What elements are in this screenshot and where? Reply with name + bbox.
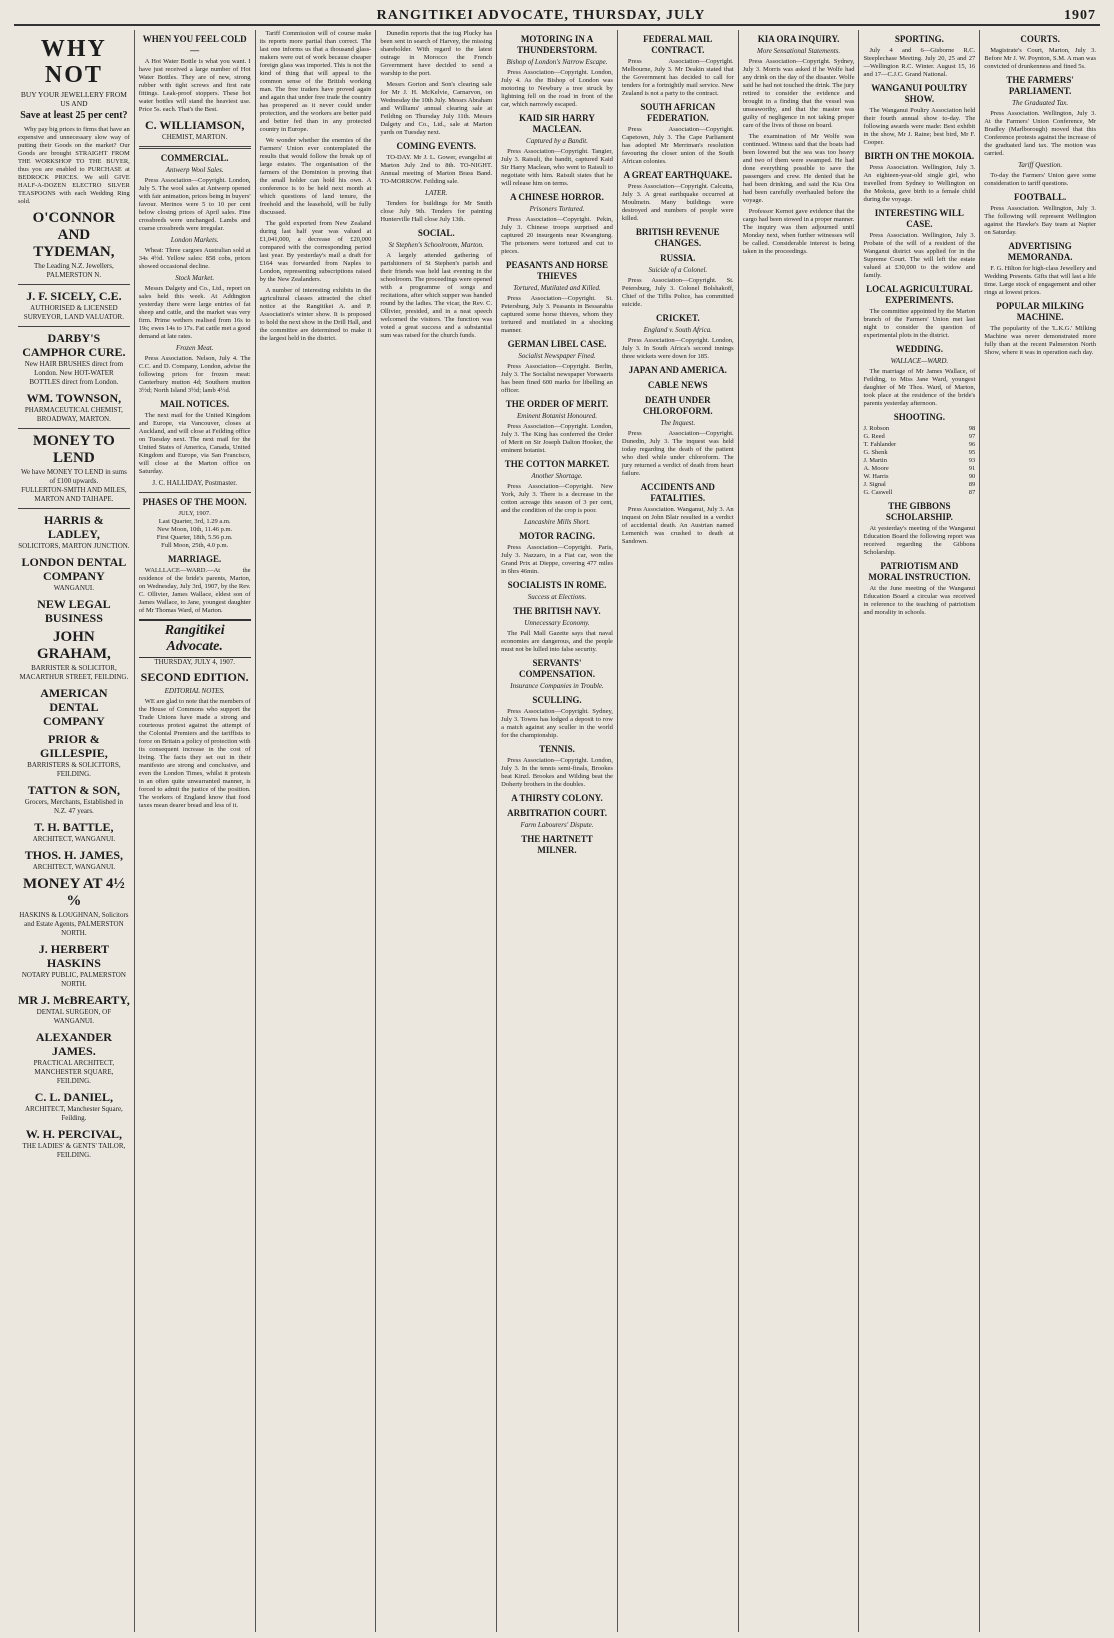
section-commercial: COMMERCIAL. [160, 153, 229, 163]
score-name: T. Fahlander [863, 441, 897, 448]
ad-darby-head: DARBY'S CAMPHOR CURE. [22, 331, 126, 359]
social-sub: St Stephen's Schoolroom, Marton. [388, 241, 484, 249]
ad-alexander-sub: PRACTICAL ARCHITECT, MANCHESTER SQUARE, FEILDING. [33, 1059, 115, 1085]
ad-alexander-head: ALEXANDER JAMES. [35, 1030, 112, 1058]
cable-body: Press Association—Copyright. Melbourne, July 3. Mr Deakin stated that the Government has decided to call for tenders for a fortnightly mail service. New Zealand is not a party to the contract. [621, 58, 734, 97]
cable-body: Press Association—Copyright. Calcutta, July 3. A great earthquake occurred at Moulmein. Many buildings were destroyed and numbers of people were killed. [621, 183, 734, 222]
advertising-heading: ADVERTISING MEMORANDA. [1007, 241, 1073, 262]
score-value: 95 [968, 449, 976, 456]
divider [139, 146, 251, 149]
phases-row: Last Quarter, 3rd, 1.29 a.m. [158, 518, 231, 525]
ad-money-head: MONEY TO LEND [32, 433, 115, 466]
phases-row: First Quarter, 18th, 5.56 p.m. [156, 534, 233, 541]
cable-body: The Pall Mall Gazette says that naval economies are dangerous, and the people must not be lulled into false security. [501, 630, 613, 653]
score-value: 90 [968, 473, 976, 480]
coming-events-heading: COMING EVENTS. [396, 141, 476, 151]
cable-body: Press Association. Wanganui, July 3. An inquest on John Blair resulted in a verdict of accidental death. An Austrian named Lemenich was crushed to death at Sandown. [621, 506, 734, 545]
masthead [14, 4, 1100, 26]
stock-heading: Stock Market. [175, 274, 215, 282]
score-name: G. Caswell [863, 489, 893, 496]
score-row [863, 433, 975, 441]
score-value: 96 [968, 441, 976, 448]
cable-heading: PEASANTS AND HORSE THIEVES [506, 260, 609, 281]
cable-heading: A GREAT EARTHQUAKE. [623, 170, 733, 180]
ad-daniel-sub: ARCHITECT, Manchester Square, Feilding. [24, 1105, 123, 1122]
cable-sub: Tortured, Mutilated and Killed. [513, 284, 601, 292]
ad-cold-head: WHEN YOU FEEL COLD — [142, 34, 247, 55]
cable-heading: SOCIALISTS IN ROME. [507, 580, 607, 590]
london-heading: London Markets. [170, 236, 219, 244]
cable-sub: Success at Elections. [527, 593, 587, 601]
cable-sub: Lancashire Mills Short. [523, 518, 591, 526]
cable-sub: Unnecessary Economy. [524, 619, 590, 627]
cable-sub: Socialist Newspaper Fined. [518, 352, 596, 360]
social-body: A largely attended gathering of parishioners of St Stephen's parish and their friends was held last evening in the schoolroom. The proceedings were opened with a programme of songs and recitations, after which supper was handed round by the ladies. The vicar, the Rev. C. Ollivier, presided, and in a neat speech welcomed the visitors. The function was voted a great success and a substantial sum was raised for the church funds. [380, 252, 493, 339]
ad-percival-head: W. H. PERCIVAL, [25, 1127, 123, 1141]
cable-heading: FEDERAL MAIL CONTRACT. [643, 34, 713, 55]
ad-money-four-head: MONEY AT 4½ % [22, 876, 125, 909]
cable-heading: BRITISH REVENUE CHANGES. [635, 227, 720, 248]
score-value: 87 [968, 489, 976, 496]
later-body: Tenders for buildings for Mr Smith close July 9th. Tenders for painting Hunterville Hall close July 13th. [380, 200, 493, 223]
cable-heading: CABLE NEWS [647, 380, 708, 390]
cable-heading: DEATH UNDER CHLOROFORM. [642, 395, 713, 416]
column-1 [14, 30, 135, 1632]
cable-body: Press Association—Copyright. Tangier, July 3. Raisuli, the bandit, captured Kaid Sir Harry Maclean, who went to Raisuli to negotiate with him. Raisuli states that he will release him on terms. [501, 148, 613, 187]
cable-heading: SCULLING. [532, 695, 582, 705]
cable-sub: Insurance Companies in Trouble. [510, 682, 604, 690]
cable-body: Press Association—Copyright. Pekin, July 3. Chinese troops surprised and captured 20 insurgents near Kwangtung. The prisoners were tortured and cut to pieces. [501, 216, 613, 255]
ad-sicely-head: J. F. SICELY, C.E. [26, 289, 122, 303]
cable-sub: Eminent Botanist Honoured. [516, 412, 598, 420]
divider [139, 492, 251, 493]
cable-body: Press Association—Copyright. London, July 3. In the tennis semi-finals, Brookes beat Kinzl. Brookes and Wilding beat the Doherty brothers in the doubles. [501, 757, 613, 788]
divider [18, 326, 130, 327]
score-row [863, 457, 975, 465]
score-row [863, 473, 975, 481]
editorial-body: WE are glad to note that the members of the House of Commons who support the Trade Unions have made a strong and courteous protest against the attempt of the Colonial Premiers and the tariffists to force on Britain a policy of protection with its consequent increase in the cost of living. The facts they set out in their manifesto are strong and conclusive, and even the London Times, whilst it protests in an often quite unwarranted manner, is forced to admit the justice of the position. The workers of England know that food taxes mean dearer bread and less of it. [138, 698, 251, 809]
score-name: A. Moore [863, 465, 889, 472]
column-2 [135, 30, 256, 1632]
cable-heading: A CHINESE HORROR. [510, 192, 604, 202]
scholarship-heading: THE GIBBONS SCHOLARSHIP. [885, 501, 953, 522]
ad-graham-sub: BARRISTER & SOLICITOR, MACARTHUR STREET, FEILDING. [19, 664, 129, 681]
score-value: 97 [968, 433, 976, 440]
ad-why-not-save: Save at least 25 per cent? [20, 110, 128, 121]
score-name: G. Reed [863, 433, 885, 440]
milking-body: The popularity of the 'L.K.G.' Milking Machine was never demonstrated more fully than at the recent Palmerston North Show, where it was in operation each day. [984, 325, 1097, 356]
tariff-heading: Tariff Question. [1018, 161, 1063, 169]
cable-body: Press Association—Copyright. St. Petersburg, July 3. Colonel Bolshakoff, Chief of the Tiflis Police, has committed suicide. [621, 277, 734, 308]
score-row [863, 481, 975, 489]
patriotism-heading: PATRIOTISM AND MORAL INSTRUCTION. [868, 561, 971, 582]
ad-sicely-sub: AUTHORISED & LICENSED SURVEYOR, LAND VALUATOR. [23, 304, 124, 321]
column-7 [739, 30, 860, 1632]
ad-why-not-headline: WHY NOT [40, 36, 107, 88]
sporting-heading: SPORTING. [894, 34, 944, 44]
article-paragraph: A number of interesting exhibits in the agricultural classes attracted the chief notice at the Rangitikei A. and P. Association's winter show. It is proposed to hold the next show in the Drill Hall, and the committee are determined to make it the largest held in the district. [259, 287, 372, 342]
mail-heading: MAIL NOTICES. [160, 399, 230, 409]
article-paragraph: Professor Kernot gave evidence that the cargo had been stowed in a proper manner. The inquiry was then adjourned until Monday next, when further witnesses will be called. Considerable interest is being taken in the proceedings. [742, 208, 855, 255]
marriage-body: WALLLACE—WARD.—At the residence of the bride's parents, Marton, on Wednesday, July 3rd, 1907, by the Rev. C. Ollivier, James Wallace, eldest son of James Wallace, to Jane, youngest daughter of Mr Thomas Ward, of Marton. [138, 567, 251, 614]
cable-sub: Farm Labourers' Dispute. [520, 821, 594, 829]
cable-heading: A THIRSTY COLONY. [511, 793, 603, 803]
mail-body: The next mail for the United Kingdom and Europe, via Vancouver, closes at Auckland, and will close at Feilding office on Tuesday next. The next mail for the United States of America, Canada, United Kingdom and Europe, via San Francisco, will close at the Marton office on Saturday. [138, 412, 251, 475]
score-row [863, 449, 975, 457]
courts-heading: COURTS. [1020, 34, 1060, 44]
ad-why-not-body: Why pay big prices to firms that have an expensive and unnecessary slow way of putting their Goods on the market? Our Goods are brought STRAIGHT FROM THE WORKSHOP TO THE BUYER, thus you are enabled to PURCHASE at BEDROCK PRICES. We still GIVE HALF-A-DOZEN ELECTRO SILVER TEASPOONS with each Wedding Ring sold. [18, 126, 130, 205]
cable-body: Press Association—Copyright. London, July 3. The King has conferred the Order of Merit on Sir Joseph Dalton Hooker, the eminent botanist. [501, 423, 613, 454]
ad-battle-head: T. H. BATTLE, [34, 820, 114, 834]
football-heading: FOOTBALL. [1014, 192, 1067, 202]
phases-month: JULY, 1907. [178, 510, 211, 517]
score-row [863, 425, 975, 433]
farmers-body: Press Association. Wellington, July 3. At the Farmers' Union Conference, Mr Bradley (Marlborough) moved that this Conference protests against the increase of the graduated land tax. The motion was carried. [984, 110, 1097, 157]
columns [14, 30, 1100, 1632]
agricultural-heading: LOCAL AGRICULTURAL EXPERIMENTS. [866, 284, 973, 305]
score-name: J. Robson [863, 425, 890, 432]
ad-haskins-sub: NOTARY PUBLIC, PALMERSTON NORTH. [21, 971, 126, 988]
will-body: Press Association. Wellington, July 3. Probate of the will of a resident of the Wanganui district was applied for in the Supreme Court. The will left the estate valued at £30,000 to the widow and family. [863, 232, 976, 279]
cable-body: Press Association—Copyright. Berlin, July 3. The Socialist newspaper Vorwaerts has been fined 600 marks for libelling an officer. [501, 363, 613, 394]
score-row [863, 441, 975, 449]
cable-body: Press Association—Copyright. St. Petersburg, July 3. Peasants in Bessarabia captured some horse thieves, whom they tortured and mutilated in a shocking manner. [501, 295, 613, 334]
ad-townson-sub: PHARMACEUTICAL CHEMIST, BROADWAY, MARTON. [24, 406, 123, 423]
cable-heading: TENNIS. [539, 744, 575, 754]
article-paragraph: Messrs Gorton and Son's clearing sale for Mr J. H. McKelvie, Carnarvon, on Wednesday the 10th July. Messrs Abraham and Williams' annual clearing sale at Feilding on Thursday July 11th. Messrs Dalgety and Co., Ltd., sale at Marton yards on Tuesday next. [380, 81, 493, 136]
courts-body: Magistrate's Court, Marton, July 3. Before Mr J. W. Poynton, S.M. A man was convicted of drunkenness and fined 5s. [984, 47, 1097, 70]
poultry-body: The Wanganui Poultry Association held their fourth annual show to-day. The following awards were made: Best exhibit in the show, Mr J. Raine; best bird, Mr F. Cooper. [863, 107, 976, 146]
ad-oconnor-sub: The Leading N.Z. Jewellers, PALMERSTON N. [34, 262, 114, 279]
score-row [863, 465, 975, 473]
ad-money-sub: We have MONEY TO LEND in sums of £100 upwards. [20, 468, 127, 485]
cable-sub: Prisoners Tortured. [529, 205, 585, 213]
masthead-title: RANGITIKEI ADVOCATE, THURSDAY, JULY [376, 8, 706, 23]
sporting-body: July 4 and 6—Gisborne R.C. Steeplechase Meeting. July 20, 25 and 27—Wellington R.C. Winter. August 15, 16 and 17—C.J.C. Grand National. [863, 47, 976, 78]
cable-heading: CRICKET. [656, 313, 700, 323]
ad-london-dental-sub: WANGANUI. [53, 584, 95, 592]
ad-daniel-head: C. L. DANIEL, [34, 1090, 114, 1104]
ad-why-not-line: BUY YOUR JEWELLERY FROM US AND [20, 90, 127, 108]
article-paragraph: The examination of Mr Wolfe was continued. Witness said that the boats had been lowered but the sea was too heavy and two of them were swamped. He had done everything possible to save the passengers and crew. He denied that he had been drinking, and said the Kia Ora had been carefully overhauled before the voyage. [742, 133, 855, 204]
frozen-heading: Frozen Meat. [175, 344, 214, 352]
cable-heading: GERMAN LIBEL CASE. [507, 339, 607, 349]
edition-label: SECOND EDITION. [140, 670, 249, 684]
article-paragraph: Tariff Commission will of course make its reports more partial than correct. The last one informs us that a thousand glass-makers were out of work because cheaper foreign glass was imported. This is not the kind of thing that will appeal to the common sense of the British working man. The free traders have proved again and again that under free trade the country has prospered as it never could under protection, and the workers are better paid and better fed than in any protected country in Europe. [259, 30, 372, 133]
tariff-body: To-day the Farmers' Union gave some consideration to tariff questions. [984, 172, 1097, 187]
score-value: 98 [968, 425, 976, 432]
wedding-heading: WEDDING. [895, 344, 943, 354]
score-name: G. Shenk [863, 449, 888, 456]
ad-american-dental-head: AMERICAN DENTAL COMPANY [40, 686, 108, 728]
ad-harris-sub: SOLICITORS, MARTON JUNCTION. [18, 542, 130, 550]
score-row [863, 489, 975, 497]
ad-cold-body: A Hot Water Bottle is what you want. I have just received a large number of Hot Water Bottles. They are of new, strong rubber with tight screws and first rate fittings. Leak-proof stoppers. These hot water bottles will stand the heaviest use. Price 5s. each. That's the Best. [138, 58, 251, 113]
score-name: W. Harris [863, 473, 889, 480]
cable-heading: ARBITRATION COURT. [507, 808, 607, 818]
ad-darby-sub: New HAIR BRUSHES direct from London. New HOT-WATER BOTTLES direct from London. [24, 360, 124, 386]
article-paragraph: Dunedin reports that the tug Plucky has been sent in search of Harvey, the missing shareholder. With regard to the latest outrage in Morocco the French Government have decided to send a warship to the port. [380, 30, 493, 77]
score-value: 89 [968, 481, 976, 488]
cable-heading: ACCIDENTS AND FATALITIES. [640, 482, 715, 503]
cable-heading: SOUTH AFRICAN FEDERATION. [640, 102, 716, 123]
shooting-scores [863, 425, 975, 497]
wedding-sub: WALLACE—WARD. [890, 357, 949, 365]
divider [18, 428, 130, 429]
ad-graham-firm: JOHN GRAHAM, [37, 629, 111, 662]
ad-legal-head: NEW LEGAL BUSINESS [37, 597, 111, 625]
column-3 [256, 30, 377, 1632]
kia-ora-sub: More Sensational Statements. [757, 47, 841, 55]
cable-heading: THE ORDER OF MERIT. [505, 399, 609, 409]
wedding-body: The marriage of Mr James Wallace, of Feilding, to Miss Jane Ward, youngest daughter of Mr Thos. Ward, of Marton, took place at the residence of the bride's parents yesterday afternoon. [863, 368, 976, 407]
score-name: J. Signal [863, 481, 886, 488]
ad-battle-sub: ARCHITECT, WANGANUI. [32, 835, 116, 843]
ad-haskins-head: J. HERBERT HASKINS [38, 942, 110, 970]
ad-williamson-sub: CHEMIST, MARTON. [162, 133, 228, 141]
birth-heading: BIRTH ON THE MOKOIA. [864, 151, 975, 161]
farmers-heading: THE FARMERS' PARLIAMENT. [1006, 75, 1074, 96]
will-heading: INTERESTING WILL CASE. [874, 208, 964, 229]
ad-mcbrearty-head: MR J. McBREARTY, [18, 993, 130, 1007]
cable-sub: Bishop of London's Narrow Escape. [506, 58, 608, 66]
ad-money-firm: FULLERTON-SMITH AND MILES, MARTON AND TAIHAPE. [21, 486, 127, 503]
cable-body: Press Association—Copyright. Sydney, July 3. Towns has lodged a deposit to row a match against any sculler in the world for the championship. [501, 708, 613, 739]
cable-body: Press Association—Copyright. Dunedin, July 3. The inquest was held today regarding the death of the patient who died while under chloroform. The jury returned a verdict of death from heart failure. [621, 430, 734, 477]
ad-williamson-firm: C. WILLIAMSON, [144, 118, 245, 132]
ad-tatton-head: TATTON & SON, [27, 783, 121, 797]
london-body: Wheat: Three cargoes Australian sold at 34s 4½d. Yellow sales: 858 cobs, prices showed occasional decline. [138, 247, 251, 270]
ad-london-dental-head: LONDON DENTAL COMPANY [21, 555, 127, 583]
column-4 [376, 30, 497, 1632]
wool-body: Press Association—Copyright. London, July 5. The wool sales at Antwerp opened with fair animation, prices being in buyers' favour. Merinos were 5 to 10 per cent below closing prices of April sales. Fine crossbreds were unchanged. Lambs and coarse crossbreds were irregular. [138, 177, 251, 232]
cable-heading: THE BRITISH NAVY. [513, 606, 601, 616]
cable-sub: Another Shortage. [531, 472, 583, 480]
column-5 [497, 30, 618, 1632]
cable-heading: RUSSIA. [660, 253, 696, 263]
editorial-heading: EDITORIAL NOTES. [164, 687, 225, 695]
article-paragraph: We wonder whether the enemies of the Farmers' Union ever contemplated the results that would follow the break up of large estates. The organisation of the farmers of the Dominion is proving that the small holder can hold his own. A conference is to be held next month at which questions of land tenure, the freehold and the leasehold, will be fully discussed. [259, 137, 372, 216]
article-paragraph: Press Association—Copyright. Sydney, July 3. Morris was asked if he Wolfe had any drink on the day of the disaster. Wolfe said he had not touched the drink. The jury retired to consider the evidence and brought in a finding that the vessel was unseaworthy, and that the master was guilty of negligence in not taking proper care of the lives of those on board. [742, 58, 855, 129]
cable-sub: The Inquest. [660, 419, 696, 427]
shooting-heading: SHOOTING. [893, 412, 945, 422]
advertising-body: F. G. Hilton for high-class Jewellery and Wedding Presents. Gifts that will last a life time. Large stock of engagement and other rings at lowest prices. [984, 265, 1097, 296]
cable-body: Press Association—Copyright. Capetown, July 3. The Cape Parliament has adopted Mr Merriman's resolution favouring the closer union of the South African colonies. [621, 126, 734, 165]
stock-body: Messrs Dalgety and Co., Ltd., report on sales held this week. At Addington yesterday there were large entries of fat sheep and cattle, and the market was very firm. Prime wethers realised from 16s to 19s; ewes 14s to 17s. Fat cattle met a good demand at late rates. [138, 285, 251, 340]
farmers-sub: The Graduated Tax. [1012, 99, 1069, 107]
frozen-body: Press Association. Nelson, July 4. The C.C. and D. Company, London, advise the following prices for frozen meat: Canterbury mutton 4d; Southern mutton 3½d; North Island 3½d; lamb 4½d. [138, 355, 251, 394]
divider [18, 284, 130, 285]
score-name: J. Martin [863, 457, 887, 464]
patriotism-body: At the June meeting of the Wanganui Education Board a circular was received in reference to the teaching of patriotism and morality in schools. [863, 585, 976, 616]
mail-sign: J. C. HALLIDAY, Postmaster. [152, 479, 237, 487]
football-body: Press Association. Wellington, July 3. The following will represent Wellington against the Hawke's Bay team at Napier on Saturday. [984, 205, 1097, 236]
phases-row: Full Moon, 25th, 4.0 p.m. [161, 542, 229, 549]
cable-body: Press Association—Copyright. London, July 4. As the Bishop of London was motoring to Newbury a tree struck by lightning fell on the road in front of the car, which narrowly escaped. [501, 69, 613, 108]
coming-events-body: TO-DAY. Mr J. L. Gower, evangelist at Marton July 2nd to 8th. TO-NIGHT. Annual meeting of Marton Brass Band. TO-MORROW. Feilding sale. [380, 154, 493, 185]
cable-heading: MOTOR RACING. [519, 531, 595, 541]
divider [18, 508, 130, 509]
ad-prior-head: PRIOR & GILLESPIE, [40, 732, 108, 760]
poultry-heading: WANGANUI POULTRY SHOW. [871, 83, 968, 104]
birth-body: Press Association. Wellington, July 3. An eighteen-year-old single girl, who travelled from Sydney to Wellington on the Mokoia, gave birth to a female child during the voyage. [863, 164, 976, 203]
ad-james-sub: ARCHITECT, WANGANUI. [32, 863, 116, 871]
cable-body: Press Association—Copyright. New York, July 3. There is a decrease in the cotton acreage this season of 3 per cent, and the condition of the crop is poor. [501, 483, 613, 514]
marriage-heading: MARRIAGE. [168, 554, 222, 564]
cable-heading: SERVANTS' COMPENSATION. [518, 658, 596, 679]
phases-heading: PHASES OF THE MOON. [142, 497, 247, 507]
cable-heading: THE HARTNETT MILNER. [521, 834, 593, 855]
ad-james-head: THOS. H. JAMES, [24, 848, 124, 862]
cable-body: Press Association—Copyright. London, July 3. In South Africa's second innings three wickets were down for 185. [621, 337, 734, 360]
ad-money-four-sub: HASKINS & LOUGHNAN, Solicitors and Estate Agents, PALMERSTON NORTH. [19, 911, 129, 937]
social-heading: SOCIAL. [417, 228, 455, 238]
cable-sub: Captured by a Bandit. [526, 137, 588, 145]
cable-heading: KAID SIR HARRY MACLEAN. [519, 113, 595, 134]
ad-percival-sub: THE LADIES' & GENTS' TAILOR, FEILDING. [22, 1142, 126, 1159]
later-heading: LATER. [425, 189, 448, 197]
ad-townson-head: WM. TOWNSON, [26, 391, 122, 405]
column-9 [980, 30, 1100, 1632]
cable-heading: JAPAN AND AMERICA. [628, 365, 727, 375]
cable-heading: MOTORING IN A THUNDERSTORM. [516, 34, 598, 55]
scholarship-body: At yesterday's meeting of the Wanganui Education Board the following report was received regarding the Gibbons Scholarship. [863, 525, 976, 556]
wool-heading: Antwerp Wool Sales. [165, 166, 224, 174]
ad-prior-sub: BARRISTERS & SOLICITORS, FEILDING. [27, 761, 121, 778]
column-6 [618, 30, 739, 1632]
score-value: 91 [968, 465, 976, 472]
cable-body: Press Association—Copyright. Paris, July 3. Nazzaro, in a Fiat car, won the Grand Prix at Dieppe, covering 477 miles in 6hrs 46min. [501, 544, 613, 575]
agricultural-body: The committee appointed by the Marton branch of the Farmers' Union met last night to consider the question of experimental plots in the district. [863, 308, 976, 339]
phases-row: New Moon, 10th, 11.46 p.m. [157, 526, 233, 533]
milking-heading: POPULAR MILKING MACHINE. [996, 301, 1085, 322]
score-value: 93 [968, 457, 976, 464]
ad-oconnor-firm: O'CONNOR AND TYDEMAN, [32, 210, 116, 260]
ad-mcbrearty-sub: DENTAL SURGEON, OF WANGANUI. [36, 1008, 112, 1025]
article-paragraph: The gold exported from New Zealand during last half year was valued at £1,041,000, a decrease of £20,000 compared with the corresponding period last year. By yesterday's mail a draft for £164 was forwarded from Naples to London, representing subscriptions raised by the New Zealanders. [259, 220, 372, 283]
ad-tatton-sub: Grocers, Merchants, Established in N.Z. 47 years. [24, 798, 123, 815]
cable-heading: THE COTTON MARKET. [504, 459, 610, 469]
column-8 [859, 30, 980, 1632]
paper-date: THURSDAY, JULY 4, 1907. [154, 658, 236, 666]
kia-ora-heading: KIA ORA INQUIRY. [757, 34, 840, 44]
ad-harris-head: HARRIS & LADLEY, [44, 513, 104, 541]
cable-sub: England v. South Africa. [643, 326, 712, 334]
masthead-year: 1907 [1063, 8, 1096, 23]
cable-sub: Suicide of a Colonel. [648, 266, 708, 274]
paper-title: Rangitikei Advocate. [139, 619, 251, 658]
